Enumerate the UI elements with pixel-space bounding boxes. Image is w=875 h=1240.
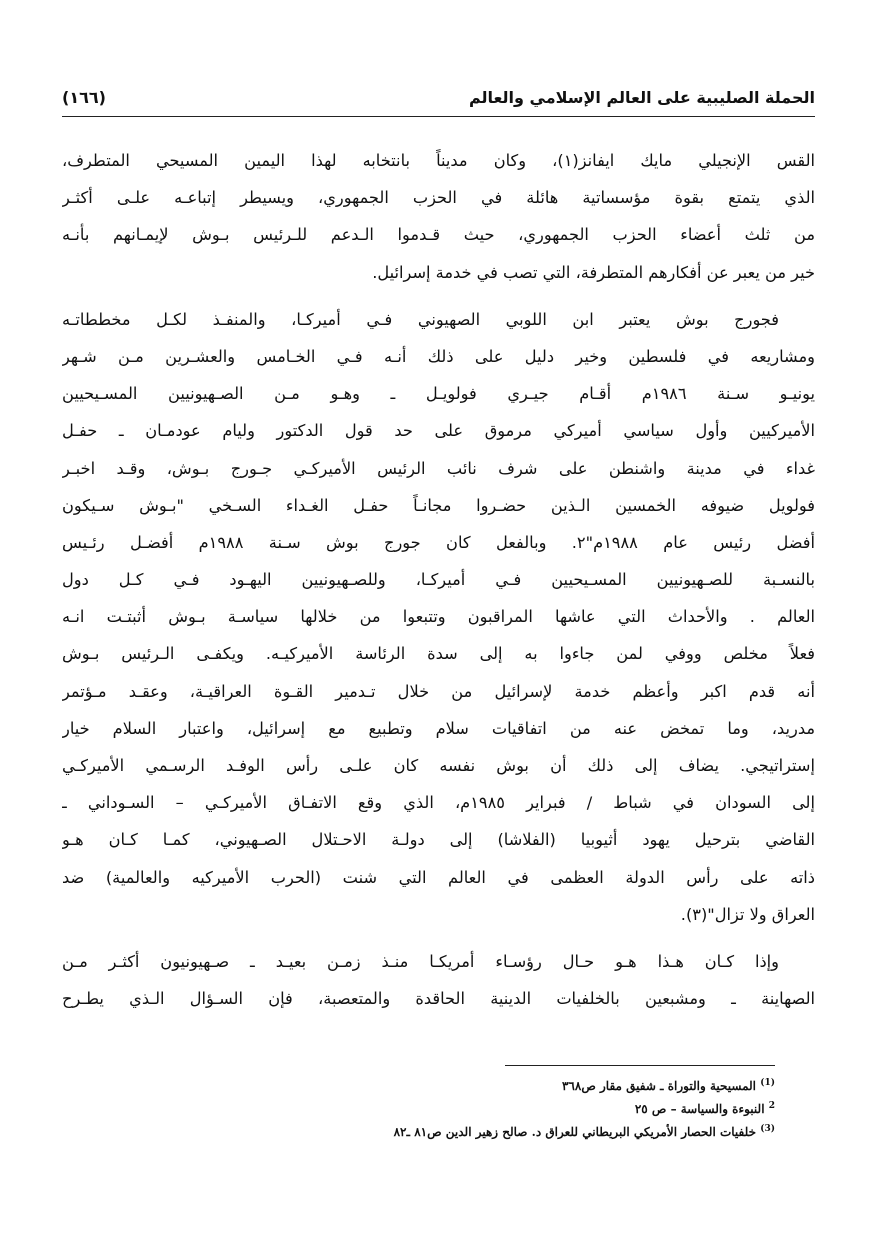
footnote-marker: 2 (768, 1101, 775, 1111)
text-line: العراق ولا تزال"(٣). (680, 904, 815, 924)
text-line: الصهاينة ـ ومشبعين بالخلفيات الدينية الحاقدة والمتعصبة، فإن السـؤال الـذي يطـرح (62, 989, 815, 1009)
text-line: فجورج بوش يعتبر ابن اللوبي الصهيوني فـي أميركـا، والمنفـذ لكـل مخططاتـه (62, 309, 779, 329)
footnote (394, 1095, 775, 1118)
text-line: الأميركيين وأول سياسي أميركي مرموق على حد قول الدكتور وليام عودمـان ـ حفـل (62, 421, 815, 441)
text-line: القاضي بترحيل يهود أثيوبيا (الفلاشا) إلى دولـة الاحـتلال الصـهيوني، كمـا كـان هـو (62, 830, 815, 850)
body-text (62, 142, 815, 1027)
footnote (394, 1118, 775, 1141)
text-line: فولويل ضيوفه الخمسين الـذين حضـروا مجانـاً حفـل الغـداء السـخي "بـوش سـيكون (62, 495, 815, 515)
text-line: أنه قدم اكبر وأعظم خدمة لإسرائيل من خلال تـدمير القـوة العراقيـة، وعقـد مـؤتمر (62, 681, 815, 701)
text-line: فعلاً مخلص ووفي لمن جاءوا به إلى سدة الرئاسة الأميركيـه. ويكفـى الـرئيس بـوش (62, 644, 815, 664)
text-line: وإذا كـان هـذا هـو حـال رؤسـاء أمريكـا منـذ زمـن بعيـد ـ صـهيونيون أكثـر مـن (62, 951, 779, 971)
footnotes (394, 1072, 775, 1141)
text-line: العالم . والأحداث التي عاشها المراقبون وتتبعوا من خلالها سياسـة بـوش أثبتـت انـه (62, 607, 815, 627)
text-line: الذي يتمتع بقوة مؤسساتية هائلة في الحزب الجمهوري، ويسيطر إتباعـه علـى أكثـر (62, 188, 815, 208)
text-line: ذاته على رأس الدولة العظمى في العالم التي شنت (الحرب الأميركيه والعالمية) ضد (62, 867, 815, 887)
text-line: يونيـو سـنة ١٩٨٦م أقـام جيـري فولويـل ـ وهـو مـن الصـهيونيين المسـيحيين (62, 384, 815, 404)
paragraph (62, 142, 815, 291)
text-line: مدريد، وما تمخض عنه من اتفاقيات سلام وتطبيع مع إسرائيل، واعتبار السلام خيار (62, 718, 815, 738)
footnote-marker: (3) (760, 1124, 775, 1134)
footnote-text: المسيحية والتوراة ـ شفيق مقار ص٣٦٨ (561, 1079, 757, 1093)
footnote-marker: (1) (760, 1078, 775, 1088)
text-line: القس الإنجيلي مايك ايفانز(١)، وكان مديناً بانتخابه لهذا اليمين المسيحي المتطرف، (62, 151, 815, 170)
text-line: أفضل رئيس عام ١٩٨٨م"٢. وبالفعل كان جورج بوش سـنة ١٩٨٨م أفضـل رئـيس (62, 532, 815, 552)
text-line: إستراتيجي. يضاف إلى ذلك أن بوش نفسه كان علـى رأس الوفـد الرسـمي الأميركـي (62, 756, 815, 775)
text-line: خير من يعبر عن أفكارهم المتطرفة، التي تصب في خدمة إسرائيل. (372, 262, 815, 282)
text-line: غداء في مدينة واشنطن على شرف نائب الرئيس الأميركـي جـورج بـوش، وقـد اخبـر (62, 458, 815, 478)
footnote-separator (505, 1065, 775, 1066)
paragraph (62, 943, 815, 1017)
text-line: بالنسـبة للصـهيونيين المسـيحيين فـي أميركـا، وللصـهيونيين اليهـود فـي كـل دول (62, 570, 815, 590)
text-line: من ثلث أعضاء الحزب الجمهوري، حيث قـدموا الـدعم للـرئيس بـوش لإيمـانهم بأنـه (62, 225, 815, 245)
text-line: إلى السودان في شباط / فبراير ١٩٨٥م، الذي وقع الاتفـاق الأميركـي – السـوداني ـ (62, 793, 815, 813)
text-line: ومشاريعه في فلسطين وخير دليل على ذلك أنـه فـي الخـامس والعشـرين مـن شـهر (62, 346, 815, 366)
footnote (394, 1072, 775, 1095)
running-title: الحملة الصليبية على العالم الإسلامي والعالم (468, 88, 815, 107)
footnote-text: خلفيات الحصار الأمريكي البريطاني للعراق د. صالح زهير الدين ص٨١ ـ٨٢ (393, 1125, 757, 1139)
running-header (62, 86, 815, 117)
paragraph (62, 301, 815, 933)
page-number: (١٦٦) (62, 88, 106, 107)
footnote-text: النبوءة والسياسة – ص ٢٥ (634, 1102, 765, 1116)
